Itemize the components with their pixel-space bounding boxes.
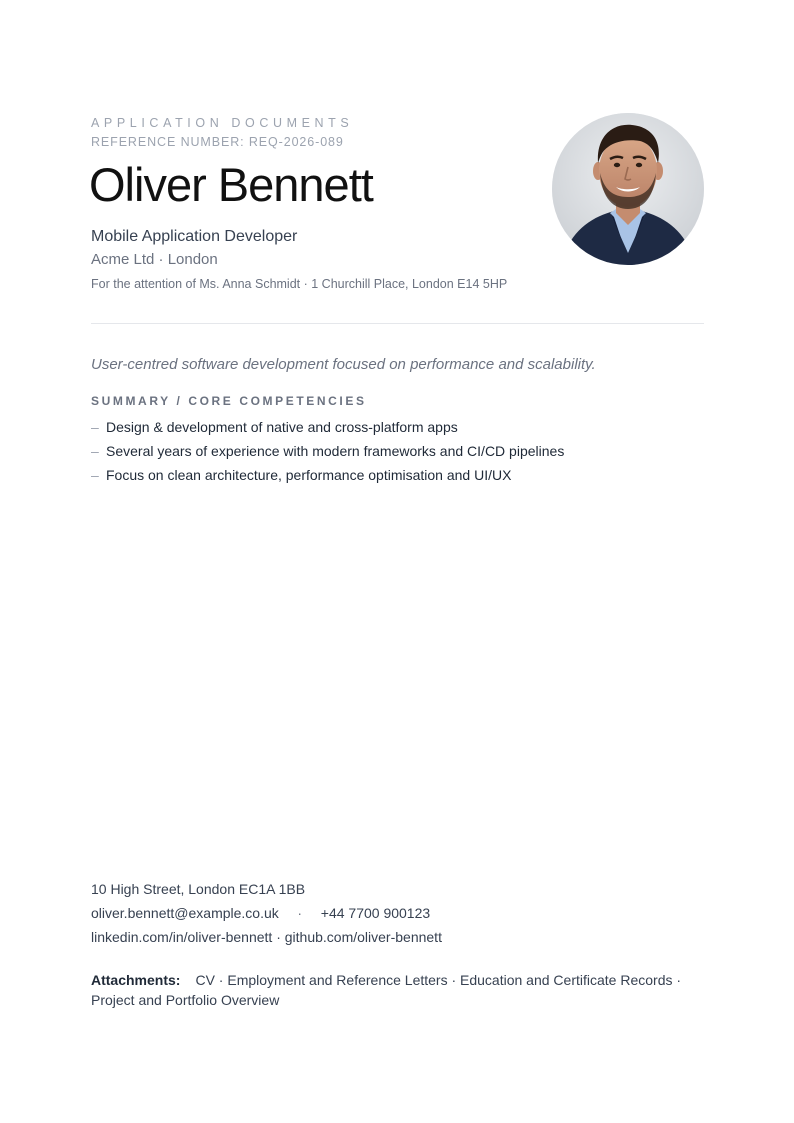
dash-bullet-icon: – [91, 467, 99, 483]
separator-dot: · [297, 905, 303, 921]
document-eyebrow: APPLICATION DOCUMENTS [91, 116, 354, 130]
list-item-text: Focus on clean architecture, performance optimisation and UI/UX [106, 467, 512, 483]
avatar [552, 113, 704, 265]
profile-links: linkedin.com/in/oliver-bennett · github.com/oliver-bennett [91, 929, 442, 945]
contact-block [91, 880, 442, 952]
portrait-photo-icon [552, 113, 704, 265]
list-item [91, 466, 564, 490]
attachments-list: CV · Employment and Reference Letters · Education and Certificate Records · Project and Portfolio Overview [91, 972, 682, 1008]
dash-bullet-icon: – [91, 443, 99, 459]
attachments-label: Attachments: [91, 972, 181, 988]
applicant-name: Oliver Bennett [89, 158, 373, 211]
application-cover-page [91, 0, 704, 1123]
phone-number: +44 7700 900123 [320, 905, 431, 921]
company-location: Acme Ltd · London [91, 251, 218, 268]
list-item [91, 418, 564, 442]
section-divider [91, 323, 704, 324]
summary-heading: SUMMARY / CORE COMPETENCIES [91, 394, 367, 408]
list-item [91, 442, 564, 466]
dash-bullet-icon: – [91, 419, 99, 435]
recipient-line: For the attention of Ms. Anna Schmidt · 1 Churchill Place, London E14 5HP [91, 277, 508, 291]
email-address: oliver.bennett@example.co.uk [91, 905, 279, 921]
attachments [91, 970, 704, 1010]
list-item-text: Several years of experience with modern frameworks and CI/CD pipelines [106, 443, 565, 459]
postal-address: 10 High Street, London EC1A 1BB [91, 881, 306, 897]
job-title: Mobile Application Developer [91, 228, 298, 245]
list-item-text: Design & development of native and cross-platform apps [106, 419, 458, 435]
competencies-list [91, 418, 564, 490]
email-phone-line [91, 904, 442, 928]
tagline: User-centred software development focused on performance and scalability. [91, 356, 596, 373]
reference-number: REFERENCE NUMBER: REQ-2026-089 [91, 135, 344, 149]
